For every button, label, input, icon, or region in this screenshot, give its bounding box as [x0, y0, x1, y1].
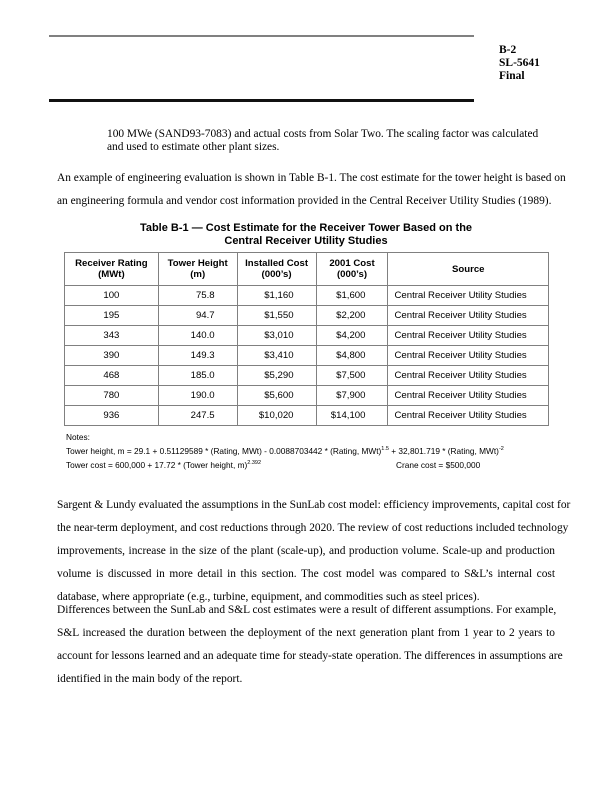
table-row [65, 406, 549, 426]
cell-installed-cost: $1,160 [237, 286, 316, 306]
table-row [65, 326, 549, 346]
table-header-row [65, 253, 549, 286]
cell-2001-cost: $7,900 [316, 386, 388, 406]
header-top-rule-ext [49, 35, 474, 37]
header-bottom-rule [49, 99, 474, 102]
cell-installed-cost: $3,010 [237, 326, 316, 346]
text-line: S&L increased the duration between the deployment of the next generation plant from 1 year to 2 years to [57, 627, 555, 639]
table-row [65, 386, 549, 406]
table-title-line: Table B-1 — Cost Estimate for the Receiver Tower Based on the [139, 222, 473, 234]
cell-2001-cost: $4,200 [316, 326, 388, 346]
cell-rating: 780 [65, 386, 159, 406]
text-line: Sargent & Lundy evaluated the assumptions in the SunLab cost model: efficiency improvements, capital cost for [57, 499, 571, 511]
notes-label: Notes: [66, 432, 90, 442]
text-line: 100 MWe (SAND93-7083) and actual costs from Solar Two. The scaling factor was calculated [107, 128, 539, 140]
cell-rating: 343 [65, 326, 159, 346]
cell-rating: 468 [65, 366, 159, 386]
cell-height: 149.3 [158, 346, 237, 366]
cell-installed-cost: $5,290 [237, 366, 316, 386]
differences-paragraph [57, 599, 563, 691]
cell-installed-cost: $5,600 [237, 386, 316, 406]
text-line: An example of engineering evaluation is shown in Table B-1. The cost estimate for the tower height is based on [57, 172, 566, 184]
cell-2001-cost: $1,600 [316, 286, 388, 306]
crane-cost: Crane cost = $500,000 [396, 460, 481, 470]
cell-height: 75.8 [158, 286, 237, 306]
column-header-source: Source [388, 253, 549, 286]
column-header-receiver-rating: Receiver Rating (MWt) [65, 253, 159, 286]
table-notes [66, 430, 556, 472]
cell-installed-cost: $1,550 [237, 306, 316, 326]
cell-2001-cost: $4,800 [316, 346, 388, 366]
text-line: and used to estimate other plant sizes. [107, 141, 280, 153]
text-line: the near-term deployment, and cost reductions through 2020. The review of cost reductions included technology [57, 522, 569, 534]
column-header-2001-cost: 2001 Cost (000’s) [316, 253, 388, 286]
text-line: an engineering formula and vendor cost information provided in the Central Receiver Utility Studies (1989). [57, 195, 552, 207]
cell-rating: 195 [65, 306, 159, 326]
sargent-paragraph [57, 494, 571, 609]
cell-rating: 100 [65, 286, 159, 306]
table-row [65, 346, 549, 366]
cell-source: Central Receiver Utility Studies [388, 406, 549, 426]
cost-estimate-table [64, 252, 549, 426]
cell-2001-cost: $7,500 [316, 366, 388, 386]
cell-height: 140.0 [158, 326, 237, 346]
cell-source: Central Receiver Utility Studies [388, 286, 549, 306]
column-header-tower-height: Tower Height (m) [158, 253, 237, 286]
table-row [65, 286, 549, 306]
cost-formula: Tower cost = 600,000 + 17.72 * (Tower height, m)$^{2.392}$ Crane cost = $500,000 [66, 460, 481, 470]
cell-installed-cost: $10,020 [237, 406, 316, 426]
text-line: database, where appropriate (e.g., turbine, equipment, and commodities such as steel prices). [57, 591, 480, 603]
cell-2001-cost: $14,100 [316, 406, 388, 426]
document-id: SL-5641 [499, 57, 540, 69]
table-title-line: Central Receiver Utility Studies [224, 234, 388, 247]
text-line: volume is discussed in more detail in this section. The cost model was compared to S&L’s internal cost [57, 568, 555, 580]
cell-source: Central Receiver Utility Studies [388, 346, 549, 366]
table-row [65, 366, 549, 386]
table-row [65, 306, 549, 326]
page-number: B-2 [499, 44, 517, 56]
height-formula: Tower height, m = 29.1 + 0.51129589 * (Rating, MWt) - 0.0088703442 * (Rating, MWt)$^{1.5}$ + 32,801.719 * (Rating, MWt)$^{-2}$ [66, 446, 504, 456]
cell-installed-cost: $3,410 [237, 346, 316, 366]
text-line: improvements, increase in the size of the plant (scale-up), and production volume. Scale-up and production [57, 545, 555, 557]
column-header-installed-cost: Installed Cost (000’s) [237, 253, 316, 286]
intro-paragraph [57, 167, 566, 213]
cell-height: 185.0 [158, 366, 237, 386]
cell-height: 247.5 [158, 406, 237, 426]
indented-paragraph [107, 128, 547, 154]
cell-rating: 390 [65, 346, 159, 366]
table-title [64, 222, 548, 247]
cell-source: Central Receiver Utility Studies [388, 326, 549, 346]
text-line: Differences between the SunLab and S&L cost estimates were a result of different assumptions. For example, [57, 604, 557, 616]
document-status: Final [499, 70, 525, 82]
cell-2001-cost: $2,200 [316, 306, 388, 326]
cell-height: 190.0 [158, 386, 237, 406]
cell-source: Central Receiver Utility Studies [388, 306, 549, 326]
cell-source: Central Receiver Utility Studies [388, 366, 549, 386]
text-line: identified in the main body of the report. [57, 673, 243, 685]
cell-source: Central Receiver Utility Studies [388, 386, 549, 406]
cell-rating: 936 [65, 406, 159, 426]
text-line: account for lessons learned and an adequate time for steady-state operation. The differences in assumptions are [57, 650, 563, 662]
cell-height: 94.7 [158, 306, 237, 326]
page-header [499, 44, 540, 83]
